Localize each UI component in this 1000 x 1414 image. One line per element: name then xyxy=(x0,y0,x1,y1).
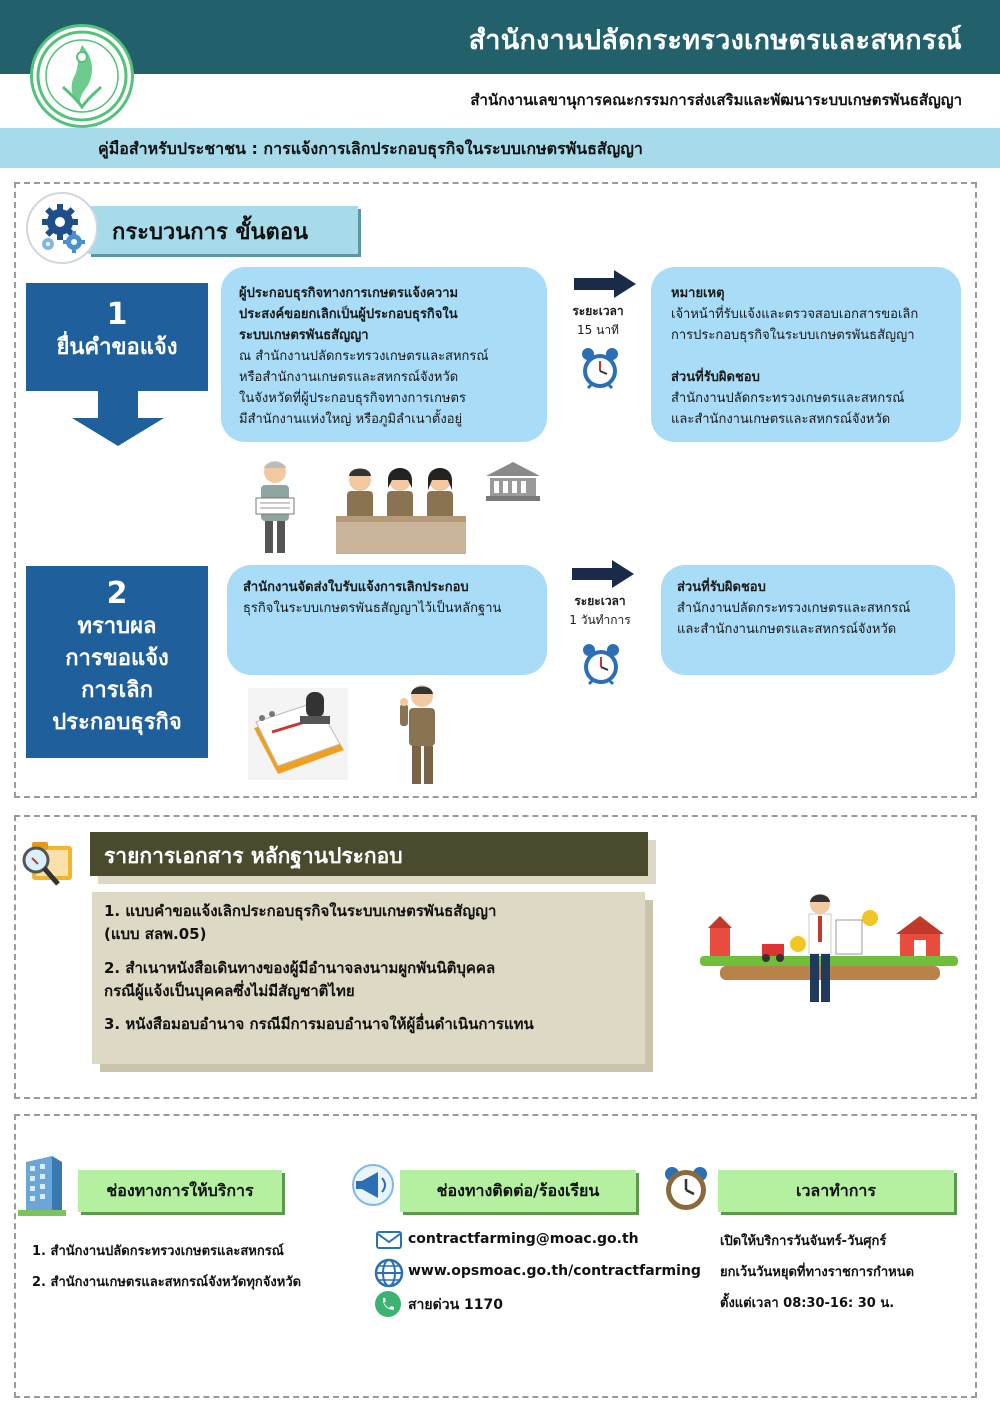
step-1-note-2: การประกอบธุรกิจในระบบเกษตรพันธสัญญา xyxy=(671,328,915,343)
step-1-label: ยื่นคำขอแจ้ง xyxy=(56,335,178,360)
step-1-desc-2: หรือสำนักงานเกษตรและสหกรณ์จังหวัด xyxy=(239,370,459,385)
step-2-label-4: ประกอบธุรกิจ xyxy=(52,710,182,735)
government-building-icon xyxy=(484,460,542,502)
contact-header: ช่องทางติดต่อ/ร้องเรียน xyxy=(400,1170,636,1212)
contact-email[interactable]: contractfarming@moac.go.th xyxy=(408,1231,639,1247)
arrow-right-icon xyxy=(574,270,636,298)
office-building-icon xyxy=(18,1154,66,1216)
documents-title: รายการเอกสาร หลักฐานประกอบ xyxy=(104,844,403,868)
step-2-duration-label: ระยะเวลา xyxy=(574,594,626,608)
step-2-label-2: การขอแจ้ง xyxy=(65,646,169,671)
step-1-desc-4: มีสำนักงานแห่งใหญ่ หรือภูมิลำเนาตั้งอยู่ xyxy=(239,412,463,427)
step-1-resp-1: สำนักงานปลัดกระทรวงเกษตรและสหกรณ์ xyxy=(671,391,905,406)
step-1-desc-1: ณ สำนักงานปลัดกระทรวงเกษตรและสหกรณ์ xyxy=(239,349,489,364)
ministry-seal-icon xyxy=(33,27,131,125)
step-2-desc: ธุรกิจในระบบเกษตรพันธสัญญาไว้เป็นหลักฐาน xyxy=(243,601,502,616)
stamp-notepad-icon xyxy=(248,688,348,780)
page-subtitle: สำนักงานเลขานุการคณะกรรมการส่งเสริมและพัฒนาระบบเกษตรพันธสัญญา xyxy=(470,91,962,109)
step-2-box xyxy=(26,566,208,758)
folder-magnifier-icon xyxy=(18,838,76,890)
step-2-resp-1: สำนักงานปลัดกระทรวงเกษตรและสหกรณ์ xyxy=(677,601,911,616)
step-2-responsibility xyxy=(661,565,955,675)
process-title: กระบวนการ ขั้นตอน xyxy=(112,220,309,245)
guide-title: คู่มือสำหรับประชาชน : การแจ้งการเลิกประกอบธุรกิจในระบบเกษตรพันธสัญญา xyxy=(98,139,643,158)
step-2-duration xyxy=(560,592,640,630)
hours-header: เวลาทำการ xyxy=(718,1170,954,1212)
step-2-resp-title: ส่วนที่รับผิดชอบ xyxy=(677,580,766,595)
service-hours xyxy=(720,1226,914,1319)
service-channels-header: ช่องทางการให้บริการ xyxy=(78,1170,282,1212)
step-1-duration-label: ระยะเวลา xyxy=(572,304,624,318)
document-item-1: 1. แบบคำขอแจ้งเลิกประกอบธุรกิจในระบบเกษตรพันธสัญญา (แบบ สลพ.05) xyxy=(104,902,497,943)
officers-at-desk-icon xyxy=(336,458,466,554)
contact-hotline[interactable]: สายด่วน 1170 xyxy=(408,1297,503,1313)
email-icon xyxy=(376,1230,402,1250)
alarm-clock-icon xyxy=(580,346,620,392)
step-1-box xyxy=(26,283,208,391)
service-channel-1: 1. สำนักงานปลัดกระทรวงเกษตรและสหกรณ์ xyxy=(32,1244,284,1259)
officer-thumbs-up-icon xyxy=(394,682,452,788)
step-2-description xyxy=(227,565,547,675)
step-1-desc-3: ในจังหวัดที่ผู้ประกอบธุรกิจทางการเกษตร xyxy=(239,391,466,406)
step-1-desc-bold-3: ระบบเกษตรพันธสัญญา xyxy=(239,328,369,343)
farm-presenter-illustration xyxy=(700,892,958,1008)
step-2-label-3: การเลิก xyxy=(81,678,153,703)
officer-holding-document-icon xyxy=(244,458,306,556)
hours-line-3: ตั้งแต่เวลา 08:30-16: 30 น. xyxy=(720,1296,895,1311)
step-1-resp-2: และสำนักงานเกษตรและสหกรณ์จังหวัด xyxy=(671,412,891,427)
step-1-note-title: หมายเหตุ xyxy=(671,286,725,301)
clock-icon xyxy=(660,1164,712,1212)
megaphone-icon xyxy=(350,1164,396,1206)
step-1-description xyxy=(221,267,547,442)
step-1-desc-bold-1: ผู้ประกอบธุรกิจทางการเกษตรแจ้งความ xyxy=(239,286,459,301)
step-1-duration-value: 15 นาที xyxy=(577,323,619,337)
step-2-label-1: ทราบผล xyxy=(77,614,157,639)
arrow-right-icon xyxy=(572,560,634,588)
step-2-number: 2 xyxy=(106,576,128,611)
phone-icon xyxy=(374,1290,402,1318)
step-1-resp-title: ส่วนที่รับผิดชอบ xyxy=(671,370,760,385)
globe-icon xyxy=(374,1258,404,1288)
step-1-duration xyxy=(560,302,636,340)
page-title: สำนักงานปลัดกระทรวงเกษตรและสหกรณ์ xyxy=(468,25,962,56)
gear-icon xyxy=(28,194,96,262)
hours-line-2: ยกเว้นวันหยุดที่ทางราชการกำหนด xyxy=(720,1265,915,1280)
step-2-resp-2: และสำนักงานเกษตรและสหกรณ์จังหวัด xyxy=(677,622,897,637)
ministry-logo xyxy=(30,24,134,128)
gear-badge xyxy=(26,192,98,264)
step-2-desc-bold: สำนักงานจัดส่งใบรับแจ้งการเลิกประกอบ xyxy=(243,580,469,595)
contact-website[interactable]: www.opsmoac.go.th/contractfarming xyxy=(408,1263,701,1279)
service-channel-2: 2. สำนักงานเกษตรและสหกรณ์จังหวัดทุกจังหวัด xyxy=(32,1275,302,1290)
document-item-3: 3. หนังสือมอบอำนาจ กรณีมีการมอบอำนาจให้ผู้อื่นดำเนินการแทน xyxy=(104,1015,534,1033)
arrow-down-icon xyxy=(72,390,164,446)
step-1-number: 1 xyxy=(106,297,128,332)
alarm-clock-icon xyxy=(581,642,621,688)
step-2-duration-value: 1 วันทำการ xyxy=(569,613,631,627)
hours-line-1: เปิดให้บริการวันจันทร์-วันศุกร์ xyxy=(720,1234,887,1249)
step-1-notes xyxy=(651,267,961,442)
document-item-2: 2. สำเนาหนังสือเดินทางของผู้มีอำนาจลงนามผูกพันนิติบุคคล กรณีผู้แจ้งเป็นบุคคลซึ่งไม่มีสัญชาติไทย xyxy=(104,959,496,1000)
step-1-desc-bold-2: ประสงค์ขอยกเลิกเป็นผู้ประกอบธุรกิจใน xyxy=(239,307,458,322)
step-1-note-1: เจ้าหน้าที่รับแจ้งและตรวจสอบเอกสารขอเลิก xyxy=(671,307,919,322)
